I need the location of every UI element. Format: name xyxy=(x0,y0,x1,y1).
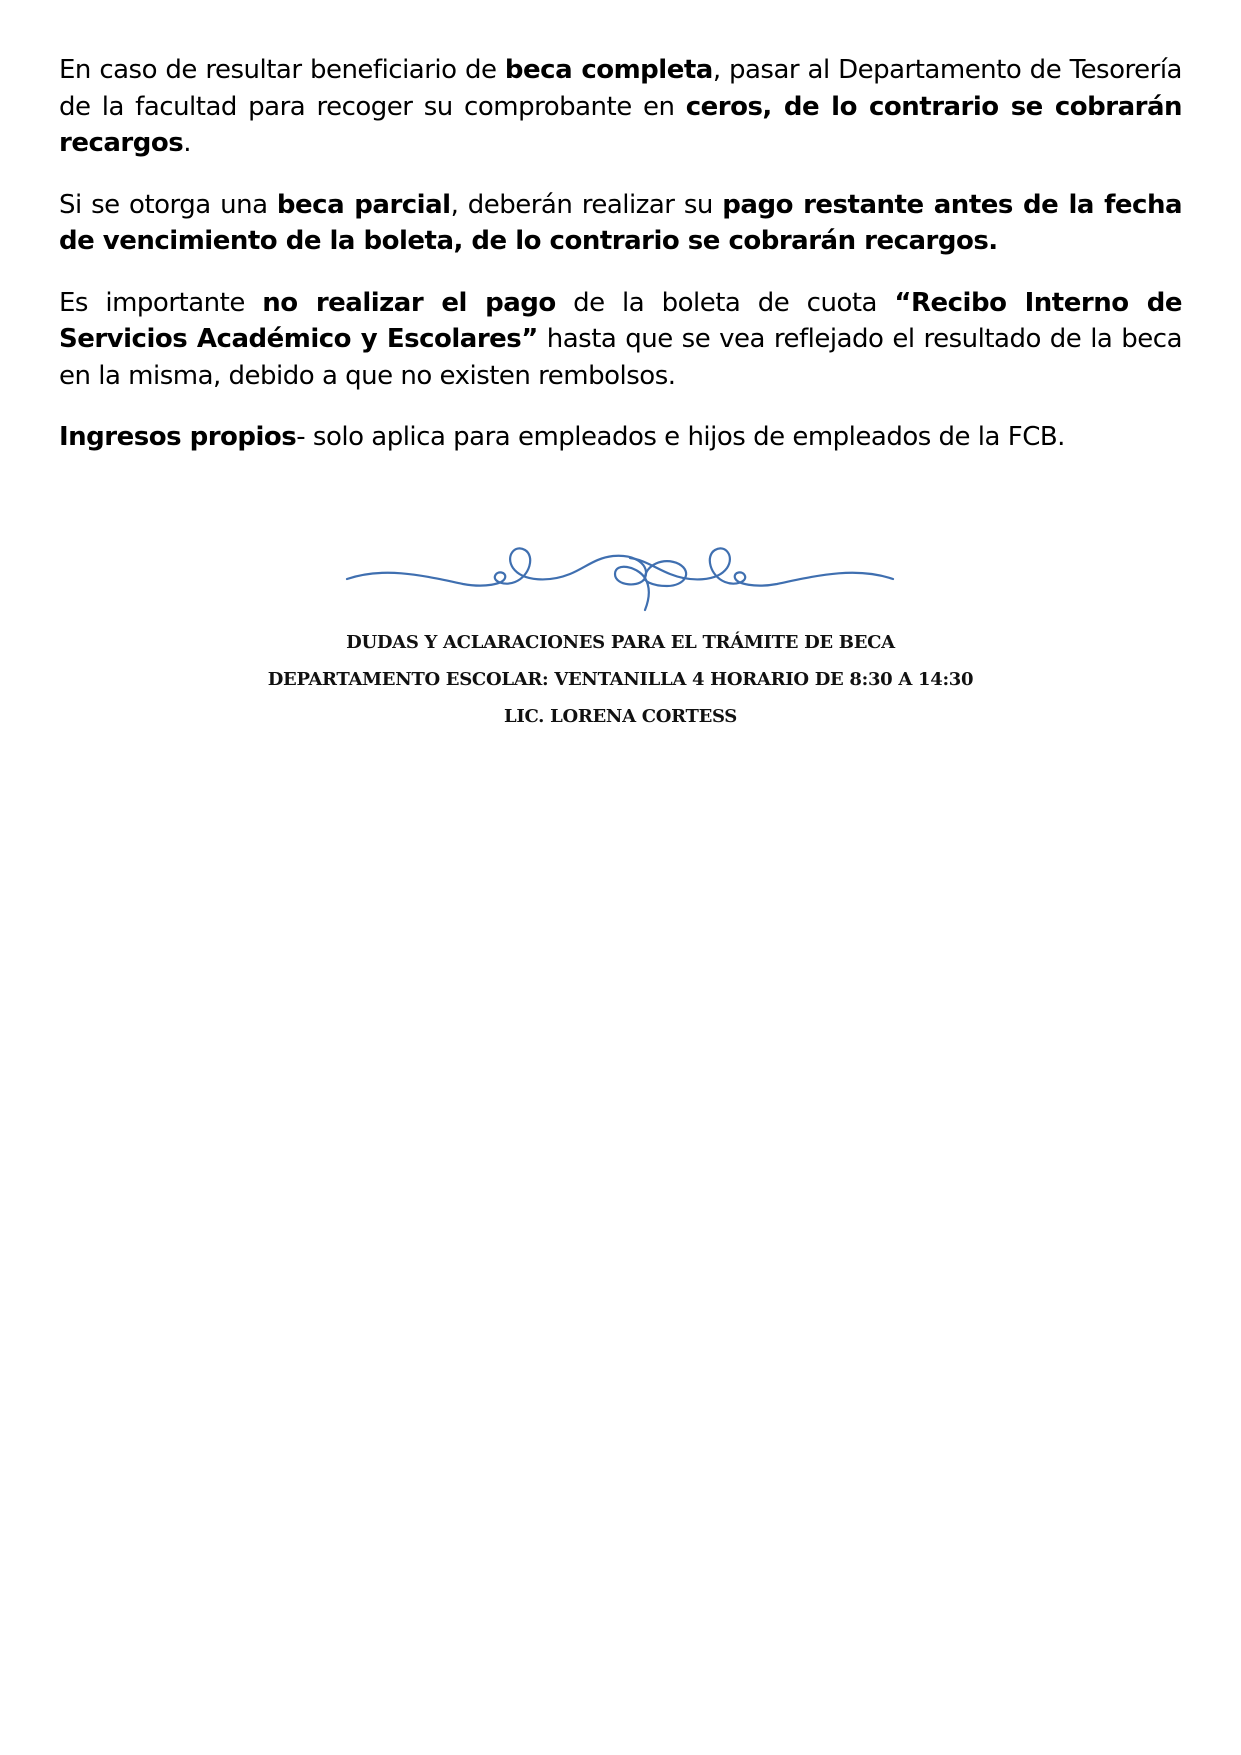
bold-segment: ceros, de lo contrario se cobrarán recargos xyxy=(59,91,1182,158)
footer-line-contacto: LIC. LORENA CORTESS xyxy=(504,706,737,727)
text-segment: , pasar al Departamento de Tesorería de la facultad para recoger su comprobante en xyxy=(59,55,1182,122)
paragraph-no-realizar-pago xyxy=(59,285,1182,395)
paragraph-ingresos-propios xyxy=(59,419,1182,456)
bold-segment: beca parcial xyxy=(276,189,451,220)
text-segment: hasta que se vea reflejado el resultado de la beca en la misma, debido a que no existen rembolsos. xyxy=(59,324,1182,391)
bold-segment: “Recibo Interno de Servicios Académico y Escolares” xyxy=(59,287,1183,354)
text-segment: . xyxy=(183,128,191,158)
decorative-swirl-divider-icon xyxy=(345,536,895,616)
text-segment: Es importante xyxy=(59,287,263,318)
bold-segment: beca completa xyxy=(504,55,713,85)
footer-line-departamento: DEPARTAMENTO ESCOLAR: VENTANILLA 4 HORARIO DE 8:30 A 14:30 xyxy=(267,669,974,690)
text-segment: de la boleta de cuota xyxy=(555,287,895,318)
text-segment: Si se otorga una xyxy=(59,189,277,220)
text-segment: - solo aplica para empleados e hijos de empleados de la FCB. xyxy=(296,422,1065,452)
paragraph-beca-parcial xyxy=(59,187,1182,260)
footer-line-dudas: DUDAS Y ACLARACIONES PARA EL TRÁMITE DE BECA xyxy=(346,632,895,653)
paragraph-beca-completa xyxy=(59,52,1182,162)
bold-segment: pago restante antes de la fecha de vencimiento de la boleta, de lo contrario se cobrarán recargos. xyxy=(59,189,1183,256)
text-segment: , deberán realizar su xyxy=(450,189,723,220)
bold-segment: Ingresos propios xyxy=(59,422,297,452)
document-body xyxy=(59,52,1182,456)
text-segment: En caso de resultar beneficiario de xyxy=(59,55,505,85)
bold-segment: no realizar el pago xyxy=(262,287,556,318)
